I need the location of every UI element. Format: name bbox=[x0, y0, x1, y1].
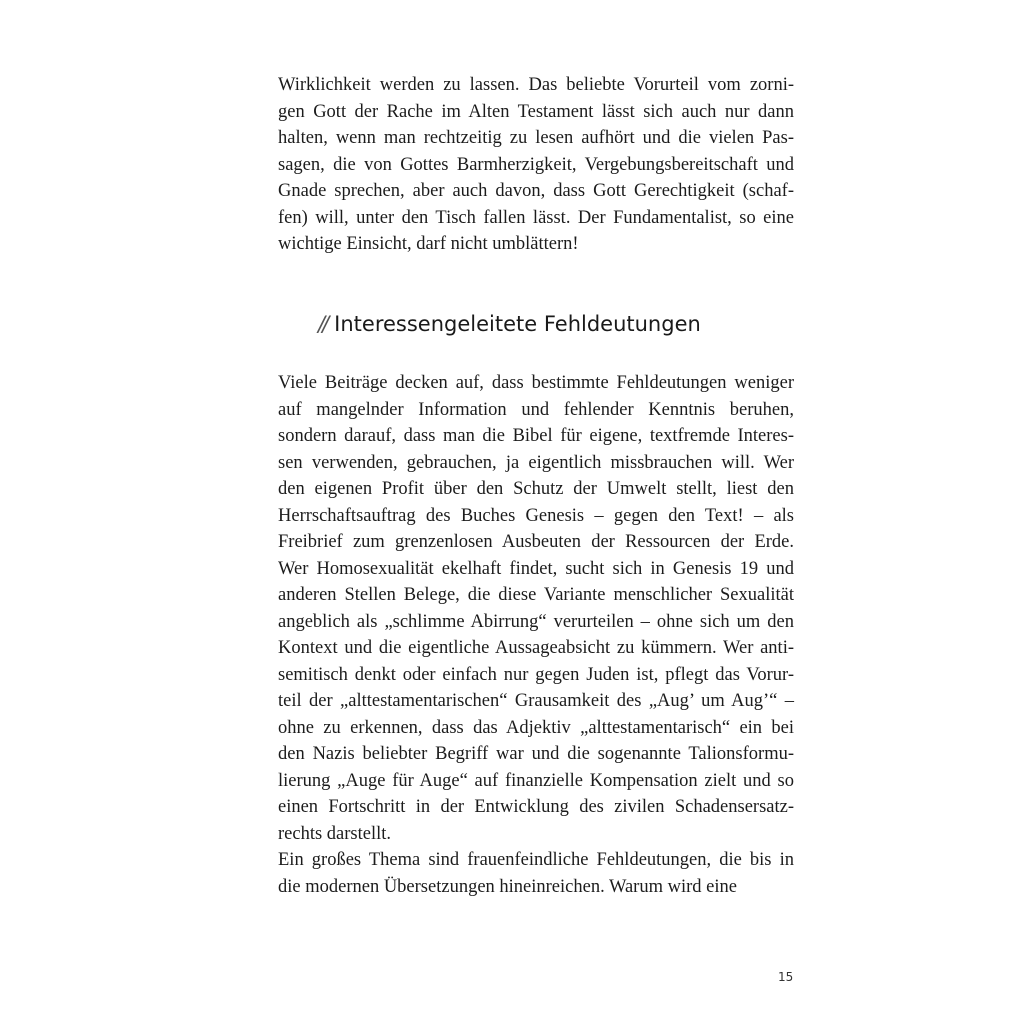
text-line: gen Gott der Rache im Alten Testament lässt sich auch nur dann bbox=[278, 101, 794, 122]
text-line: fen) will, unter den Tisch fallen lässt. Der Fundamentalist, so eine bbox=[278, 207, 794, 228]
text-line: wichtige Einsicht, darf nicht umblättern! bbox=[278, 234, 579, 254]
text-line: sen verwenden, gebrauchen, ja eigentlich missbrauchen will. Wer bbox=[278, 452, 794, 473]
text-line: Herrschaftsauftrag des Buches Genesis – gegen den Text! – als bbox=[278, 505, 794, 526]
text-line: den eigenen Profit über den Schutz der Umwelt stellt, liest den bbox=[278, 479, 794, 499]
text-line: sondern darauf, dass man die Bibel für eigene, textfremde Interes- bbox=[278, 426, 794, 446]
text-line: sagen, die von Gottes Barmherzigkeit, Vergebungsbereitschaft und bbox=[278, 154, 794, 175]
text-line: Ein großes Thema sind frauenfeindliche Fehldeutungen, die bis in bbox=[278, 850, 794, 870]
text-line: Viele Beiträge decken auf, dass bestimmte Fehldeutungen weniger bbox=[278, 373, 794, 393]
text-line: Wirklichkeit werden zu lassen. Das beliebte Vorurteil vom zorni- bbox=[278, 75, 794, 95]
text-line: Wer Homosexualität ekelhaft findet, sucht sich in Genesis 19 und bbox=[278, 558, 794, 579]
section-marker: // bbox=[318, 312, 327, 336]
intro-paragraph bbox=[278, 72, 794, 258]
text-line: semitisch denkt oder einfach nur gegen Juden ist, pflegt das Vorur- bbox=[278, 664, 794, 685]
text-line: halten, wenn man rechtzeitig zu lesen aufhört und die vielen Pas- bbox=[278, 128, 794, 148]
text-line: auf mangelnder Information und fehlender Kenntnis beruhen, bbox=[278, 399, 794, 420]
text-line: teil der „alttestamentarischen“ Grausamkeit des „Aug’ um Aug’“ – bbox=[278, 691, 794, 711]
text-line: einen Fortschritt in der Entwicklung des zivilen Schadensersatz- bbox=[278, 797, 794, 817]
section-title: Interessengeleitete Fehldeutungen bbox=[334, 312, 701, 336]
text-line: angeblich als „schlimme Abirrung“ verurteilen – ohne sich um den bbox=[278, 611, 794, 632]
text-line: rechts darstellt. bbox=[278, 823, 392, 844]
text-line: den Nazis beliebter Begriff war und die sogenannte Talionsformu- bbox=[278, 744, 794, 764]
section-heading bbox=[318, 312, 701, 336]
text-line: anderen Stellen Belege, die diese Variante menschlicher Sexualität bbox=[278, 585, 794, 605]
page-number: 15 bbox=[778, 970, 794, 984]
body-paragraphs bbox=[278, 370, 794, 900]
text-line: ohne zu erkennen, dass das Adjektiv „alttestamentarisch“ ein bei bbox=[278, 717, 794, 738]
text-line: Gnade sprechen, aber auch davon, dass Gott Gerechtigkeit (schaf- bbox=[278, 181, 794, 201]
text-line: Kontext und die eigentliche Aussageabsicht zu kümmern. Wer anti- bbox=[278, 638, 794, 658]
text-line: Freibrief zum grenzenlosen Ausbeuten der Ressourcen der Erde. bbox=[278, 532, 794, 552]
text-line: die modernen Übersetzungen hineinreichen. Warum wird eine bbox=[278, 876, 737, 897]
text-line: lierung „Auge für Auge“ auf finanzielle Kompensation zielt und so bbox=[278, 770, 794, 791]
